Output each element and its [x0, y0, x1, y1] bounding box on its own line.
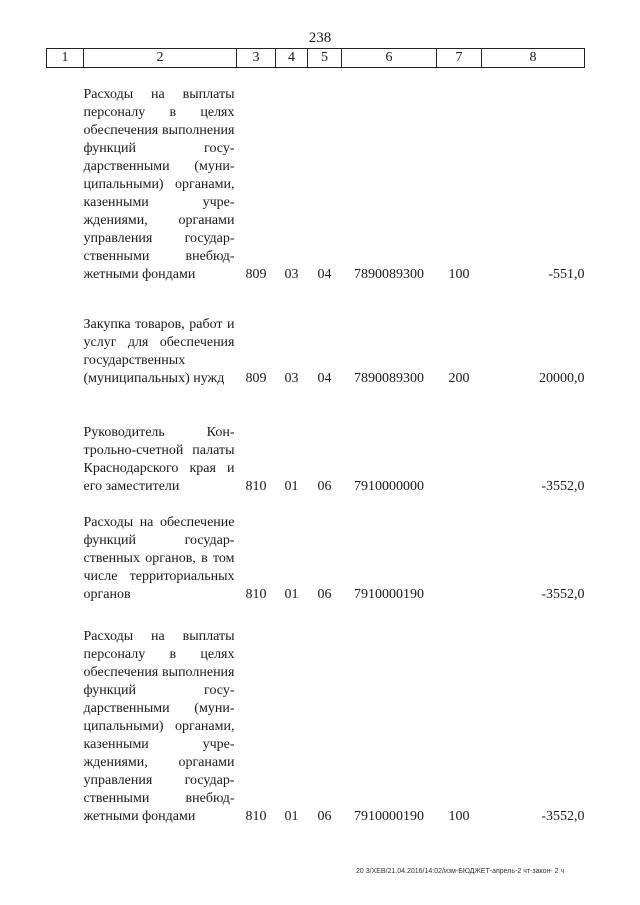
row-ved: 810 [245, 586, 267, 602]
table-row [47, 388, 585, 496]
row-name: Расходы на выплаты персоналу в целях обеспечения выполнения функций государственными (муниципальными) органами, казенными учреждениями, органами управления государственными внебюджетными фондами [83, 628, 235, 824]
row-csr: 7910000190 [354, 586, 424, 602]
row-ved: 810 [245, 478, 267, 494]
column-header: 3 [237, 49, 276, 68]
row-amount: 20000,0 [539, 370, 585, 386]
row-rz: 01 [284, 808, 299, 824]
row-name: Закупка товаров, работ и услуг для обеспечения государственных (муниципальных) нужд [83, 316, 235, 386]
row-vr [437, 388, 482, 496]
row-amount: -3552,0 [541, 808, 585, 824]
row-vr: 200 [448, 370, 470, 386]
row-ved: 809 [245, 266, 267, 282]
row-pr: 06 [317, 478, 332, 494]
column-header: 8 [482, 49, 585, 68]
table-header-row [47, 49, 585, 68]
row-amount: -3552,0 [541, 478, 585, 494]
row-csr: 7890089300 [354, 370, 424, 386]
row-vr: 100 [448, 266, 470, 282]
row-amount: -3552,0 [541, 586, 585, 602]
row-vr [437, 496, 482, 604]
row-vr: 100 [448, 808, 470, 824]
budget-table [46, 48, 585, 826]
row-rz: 01 [284, 478, 299, 494]
row-csr: 7890089300 [354, 266, 424, 282]
row-rz: 03 [284, 266, 299, 282]
row-pr: 04 [317, 266, 332, 282]
table-row [47, 604, 585, 826]
table-row [47, 284, 585, 388]
row-csr: 7910000190 [354, 808, 424, 824]
column-header: 1 [47, 49, 84, 68]
column-header: 7 [437, 49, 482, 68]
row-csr: 7910000000 [354, 478, 424, 494]
row-rz: 01 [284, 586, 299, 602]
table-row [47, 68, 585, 284]
row-amount: -551,0 [548, 266, 585, 282]
row-rz: 03 [284, 370, 299, 386]
row-pr: 06 [317, 808, 332, 824]
table-row [47, 496, 585, 604]
row-ved: 810 [245, 808, 267, 824]
column-header: 2 [84, 49, 237, 68]
column-header: 4 [276, 49, 308, 68]
footer-stamp: 20 3/ХЕВ/21.04.2016/14:02/изм-БЮДЖЕТ-апрель-2 чт-закон- 2 ч [356, 868, 565, 875]
column-header: 6 [342, 49, 437, 68]
page-number: 238 [308, 30, 332, 46]
row-name: Расходы на обеспечение функций государственных органов, в том числе территориальных органов [83, 514, 235, 602]
row-ved: 809 [245, 370, 267, 386]
row-pr: 06 [317, 586, 332, 602]
column-header: 5 [308, 49, 342, 68]
row-name: Руководитель Контрольно-счетной палаты Краснодарского края и его заместители [83, 424, 235, 494]
row-name: Расходы на выплаты персоналу в целях обеспечения выполнения функций государственными (муниципальными) органами, казенными учреждениями, органами управления государственными внебюджетными фондами [83, 86, 235, 282]
row-pr: 04 [317, 370, 332, 386]
